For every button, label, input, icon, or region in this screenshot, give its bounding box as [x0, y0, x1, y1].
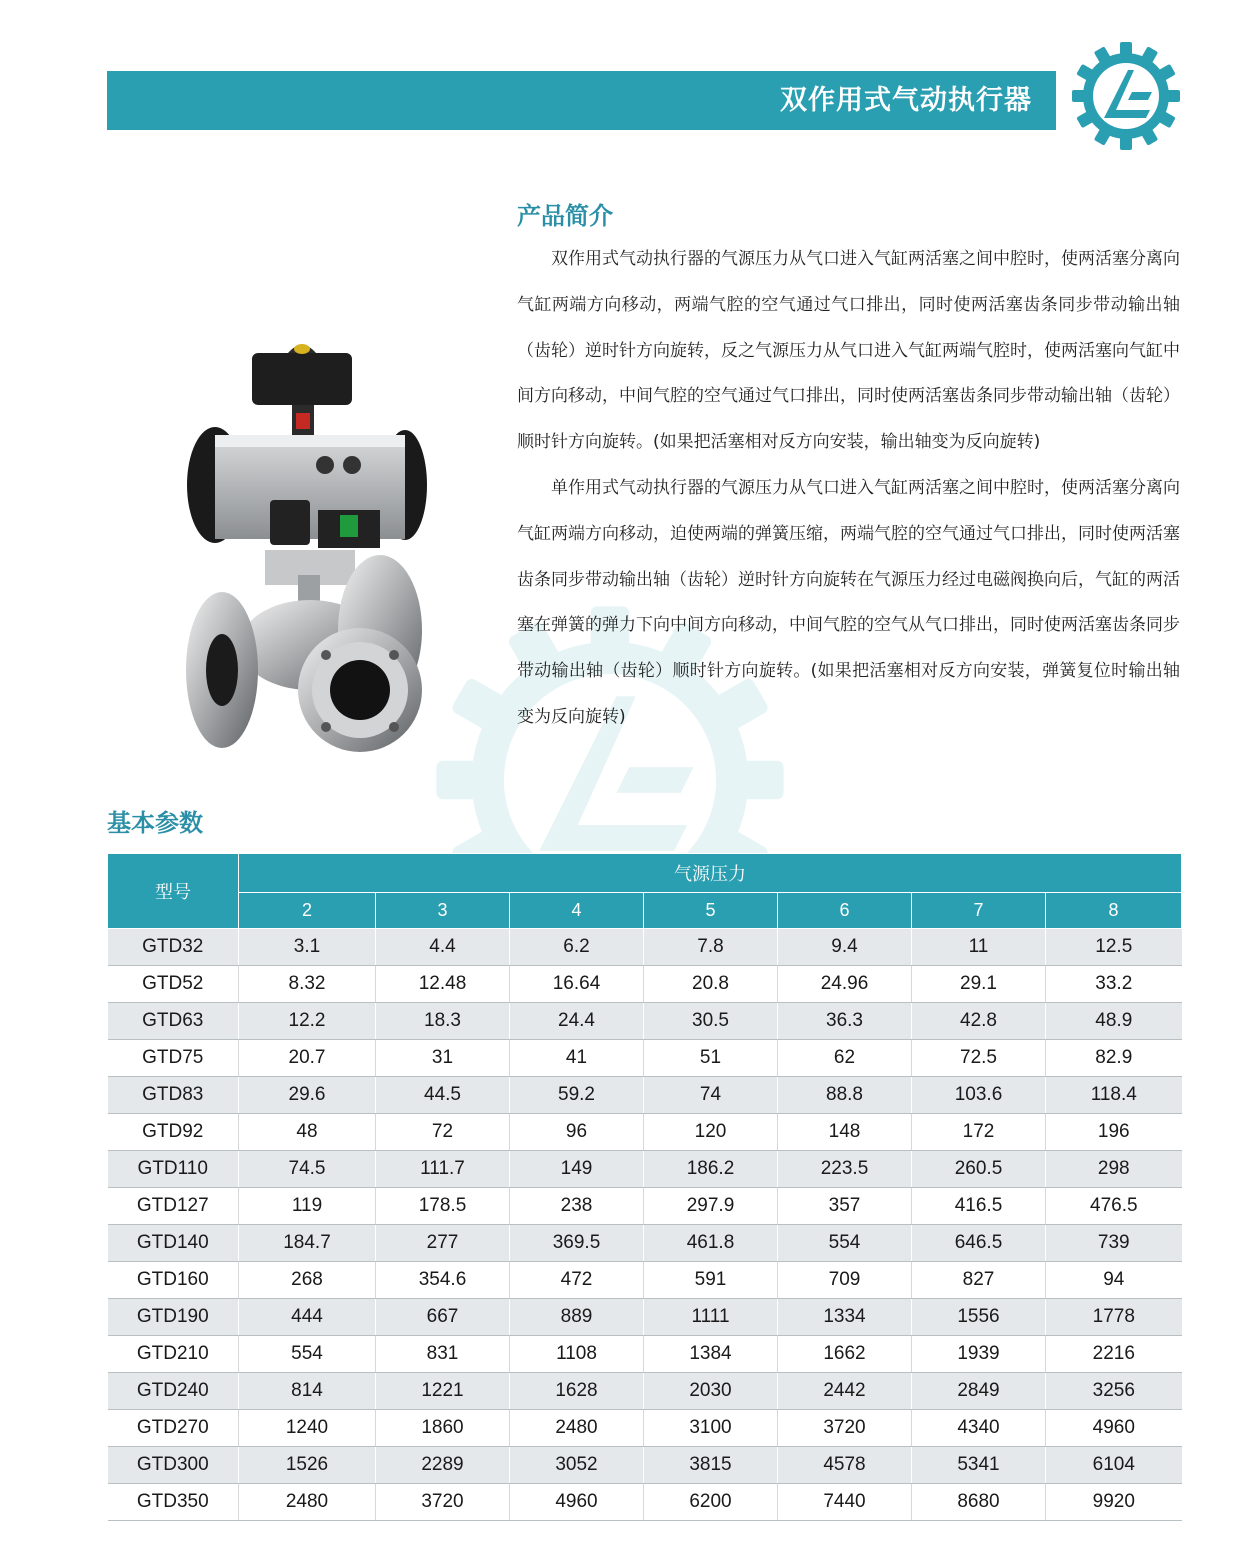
value-cell: 20.7	[239, 1040, 376, 1077]
value-cell: 120	[644, 1114, 778, 1151]
value-cell: 2216	[1046, 1336, 1182, 1373]
value-cell: 2442	[778, 1373, 912, 1410]
value-cell: 416.5	[912, 1188, 1046, 1225]
value-cell: 2030	[644, 1373, 778, 1410]
value-cell: 554	[778, 1225, 912, 1262]
model-cell: GTD52	[108, 966, 239, 1003]
value-cell: 3720	[376, 1484, 510, 1521]
value-cell: 3052	[510, 1447, 644, 1484]
value-cell: 1860	[376, 1410, 510, 1447]
table-row	[108, 1151, 1182, 1188]
table-row	[108, 1410, 1182, 1447]
page-title: 双作用式气动执行器	[780, 85, 1032, 116]
model-cell: GTD92	[108, 1114, 239, 1151]
value-cell: 16.64	[510, 966, 644, 1003]
pressure-column-header: 2	[239, 893, 376, 929]
table-row	[108, 1373, 1182, 1410]
value-cell: 148	[778, 1114, 912, 1151]
value-cell: 3256	[1046, 1373, 1182, 1410]
model-cell: GTD32	[108, 929, 239, 966]
value-cell: 444	[239, 1299, 376, 1336]
value-cell: 24.96	[778, 966, 912, 1003]
value-cell: 831	[376, 1336, 510, 1373]
value-cell: 2289	[376, 1447, 510, 1484]
value-cell: 74.5	[239, 1151, 376, 1188]
value-cell: 476.5	[1046, 1188, 1182, 1225]
value-cell: 149	[510, 1151, 644, 1188]
value-cell: 18.3	[376, 1003, 510, 1040]
model-cell: GTD270	[108, 1410, 239, 1447]
value-cell: 94	[1046, 1262, 1182, 1299]
value-cell: 1662	[778, 1336, 912, 1373]
value-cell: 1778	[1046, 1299, 1182, 1336]
value-cell: 118.4	[1046, 1077, 1182, 1114]
value-cell: 1628	[510, 1373, 644, 1410]
value-cell: 172	[912, 1114, 1046, 1151]
table-row	[108, 1447, 1182, 1484]
value-cell: 8680	[912, 1484, 1046, 1521]
model-cell: GTD75	[108, 1040, 239, 1077]
value-cell: 5341	[912, 1447, 1046, 1484]
value-cell: 20.8	[644, 966, 778, 1003]
value-cell: 591	[644, 1262, 778, 1299]
value-cell: 1556	[912, 1299, 1046, 1336]
pressure-column-header: 6	[778, 893, 912, 929]
value-cell: 8.32	[239, 966, 376, 1003]
value-cell: 1221	[376, 1373, 510, 1410]
value-cell: 72.5	[912, 1040, 1046, 1077]
table-row	[108, 1299, 1182, 1336]
table-row	[108, 1225, 1182, 1262]
value-cell: 184.7	[239, 1225, 376, 1262]
value-cell: 7440	[778, 1484, 912, 1521]
model-cell: GTD160	[108, 1262, 239, 1299]
table-row	[108, 1003, 1182, 1040]
value-cell: 48.9	[1046, 1003, 1182, 1040]
value-cell: 41	[510, 1040, 644, 1077]
value-cell: 827	[912, 1262, 1046, 1299]
value-cell: 186.2	[644, 1151, 778, 1188]
value-cell: 29.6	[239, 1077, 376, 1114]
value-cell: 298	[1046, 1151, 1182, 1188]
value-cell: 24.4	[510, 1003, 644, 1040]
value-cell: 1334	[778, 1299, 912, 1336]
value-cell: 667	[376, 1299, 510, 1336]
value-cell: 889	[510, 1299, 644, 1336]
header-bar	[107, 71, 1056, 130]
value-cell: 277	[376, 1225, 510, 1262]
value-cell: 646.5	[912, 1225, 1046, 1262]
value-cell: 4960	[1046, 1410, 1182, 1447]
model-cell: GTD63	[108, 1003, 239, 1040]
value-cell: 260.5	[912, 1151, 1046, 1188]
value-cell: 1526	[239, 1447, 376, 1484]
value-cell: 709	[778, 1262, 912, 1299]
value-cell: 33.2	[1046, 966, 1182, 1003]
table-row	[108, 1262, 1182, 1299]
table-row	[108, 1040, 1182, 1077]
value-cell: 3.1	[239, 929, 376, 966]
table-row	[108, 1114, 1182, 1151]
value-cell: 461.8	[644, 1225, 778, 1262]
value-cell: 739	[1046, 1225, 1182, 1262]
value-cell: 4340	[912, 1410, 1046, 1447]
value-cell: 103.6	[912, 1077, 1046, 1114]
value-cell: 554	[239, 1336, 376, 1373]
value-cell: 4578	[778, 1447, 912, 1484]
value-cell: 223.5	[778, 1151, 912, 1188]
model-cell: GTD240	[108, 1373, 239, 1410]
value-cell: 814	[239, 1373, 376, 1410]
pressure-column-header: 8	[1046, 893, 1182, 929]
value-cell: 4.4	[376, 929, 510, 966]
value-cell: 3100	[644, 1410, 778, 1447]
value-cell: 74	[644, 1077, 778, 1114]
value-cell: 472	[510, 1262, 644, 1299]
value-cell: 44.5	[376, 1077, 510, 1114]
model-cell: GTD140	[108, 1225, 239, 1262]
model-cell: GTD210	[108, 1336, 239, 1373]
intro-body	[517, 237, 1180, 741]
value-cell: 1108	[510, 1336, 644, 1373]
pressure-column-header: 5	[644, 893, 778, 929]
value-cell: 12.2	[239, 1003, 376, 1040]
value-cell: 178.5	[376, 1188, 510, 1225]
value-cell: 3720	[778, 1410, 912, 1447]
value-cell: 96	[510, 1114, 644, 1151]
gear-logo-icon	[1070, 40, 1182, 152]
table-row	[108, 1484, 1182, 1521]
value-cell: 82.9	[1046, 1040, 1182, 1077]
params-table	[107, 853, 1182, 1521]
intro-paragraph: 双作用式气动执行器的气源压力从气口进入气缸两活塞之间中腔时，使两活塞分离向气缸两端方向移动，两端气腔的空气通过气口排出，同时使两活塞齿条同步带动输出轴（齿轮）逆时针方向旋转，反之气源压力从气口进入气缸两端气腔时，使两活塞向气缸中间方向移动，中间气腔的空气通过气口排出，同时使两活塞齿条同步带动输出轴（齿轮）顺时针方向旋转。(如果把活塞相对反方向安装，输出轴变为反向旋转)	[517, 249, 1180, 453]
value-cell: 1240	[239, 1410, 376, 1447]
table-row	[108, 929, 1182, 966]
value-cell: 2849	[912, 1373, 1046, 1410]
value-cell: 9.4	[778, 929, 912, 966]
product-photo	[180, 335, 430, 775]
value-cell: 268	[239, 1262, 376, 1299]
value-cell: 12.5	[1046, 929, 1182, 966]
value-cell: 238	[510, 1188, 644, 1225]
pressure-header: 气源压力	[239, 854, 1182, 893]
params-table-body	[108, 929, 1182, 1521]
value-cell: 62	[778, 1040, 912, 1077]
intro-heading: 产品简介	[517, 202, 613, 230]
value-cell: 1384	[644, 1336, 778, 1373]
value-cell: 297.9	[644, 1188, 778, 1225]
value-cell: 12.48	[376, 966, 510, 1003]
value-cell: 29.1	[912, 966, 1046, 1003]
value-cell: 1939	[912, 1336, 1046, 1373]
value-cell: 354.6	[376, 1262, 510, 1299]
params-heading: 基本参数	[107, 809, 203, 837]
value-cell: 2480	[510, 1410, 644, 1447]
value-cell: 31	[376, 1040, 510, 1077]
model-header: 型号	[108, 854, 239, 929]
value-cell: 6200	[644, 1484, 778, 1521]
value-cell: 36.3	[778, 1003, 912, 1040]
model-cell: GTD190	[108, 1299, 239, 1336]
table-row	[108, 966, 1182, 1003]
model-cell: GTD300	[108, 1447, 239, 1484]
value-cell: 9920	[1046, 1484, 1182, 1521]
value-cell: 111.7	[376, 1151, 510, 1188]
value-cell: 59.2	[510, 1077, 644, 1114]
value-cell: 51	[644, 1040, 778, 1077]
value-cell: 88.8	[778, 1077, 912, 1114]
value-cell: 2480	[239, 1484, 376, 1521]
value-cell: 196	[1046, 1114, 1182, 1151]
value-cell: 119	[239, 1188, 376, 1225]
value-cell: 48	[239, 1114, 376, 1151]
value-cell: 42.8	[912, 1003, 1046, 1040]
value-cell: 6104	[1046, 1447, 1182, 1484]
value-cell: 72	[376, 1114, 510, 1151]
model-cell: GTD350	[108, 1484, 239, 1521]
value-cell: 7.8	[644, 929, 778, 966]
pressure-column-header: 3	[376, 893, 510, 929]
intro-paragraph: 单作用式气动执行器的气源压力从气口进入气缸两活塞之间中腔时，使两活塞分离向气缸两端方向移动，迫使两端的弹簧压缩，两端气腔的空气通过气口排出，同时使两活塞齿条同步带动输出轴（齿轮）逆时针方向旋转在气源压力经过电磁阀换向后，气缸的两活塞在弹簧的弹力下向中间方向移动，中间气腔的空气从气口排出，同时使两活塞齿条同步带动输出轴（齿轮）顺时针方向旋转。(如果把活塞相对反方向安装，弹簧复位时输出轴变为反向旋转)	[517, 477, 1180, 727]
table-row	[108, 1077, 1182, 1114]
model-cell: GTD83	[108, 1077, 239, 1114]
value-cell: 4960	[510, 1484, 644, 1521]
value-cell: 30.5	[644, 1003, 778, 1040]
pressure-column-header: 4	[510, 893, 644, 929]
value-cell: 11	[912, 929, 1046, 966]
model-cell: GTD110	[108, 1151, 239, 1188]
value-cell: 369.5	[510, 1225, 644, 1262]
pressure-column-header: 7	[912, 893, 1046, 929]
value-cell: 3815	[644, 1447, 778, 1484]
value-cell: 1111	[644, 1299, 778, 1336]
table-row	[108, 1188, 1182, 1225]
table-row	[108, 1336, 1182, 1373]
model-cell: GTD127	[108, 1188, 239, 1225]
value-cell: 357	[778, 1188, 912, 1225]
value-cell: 6.2	[510, 929, 644, 966]
